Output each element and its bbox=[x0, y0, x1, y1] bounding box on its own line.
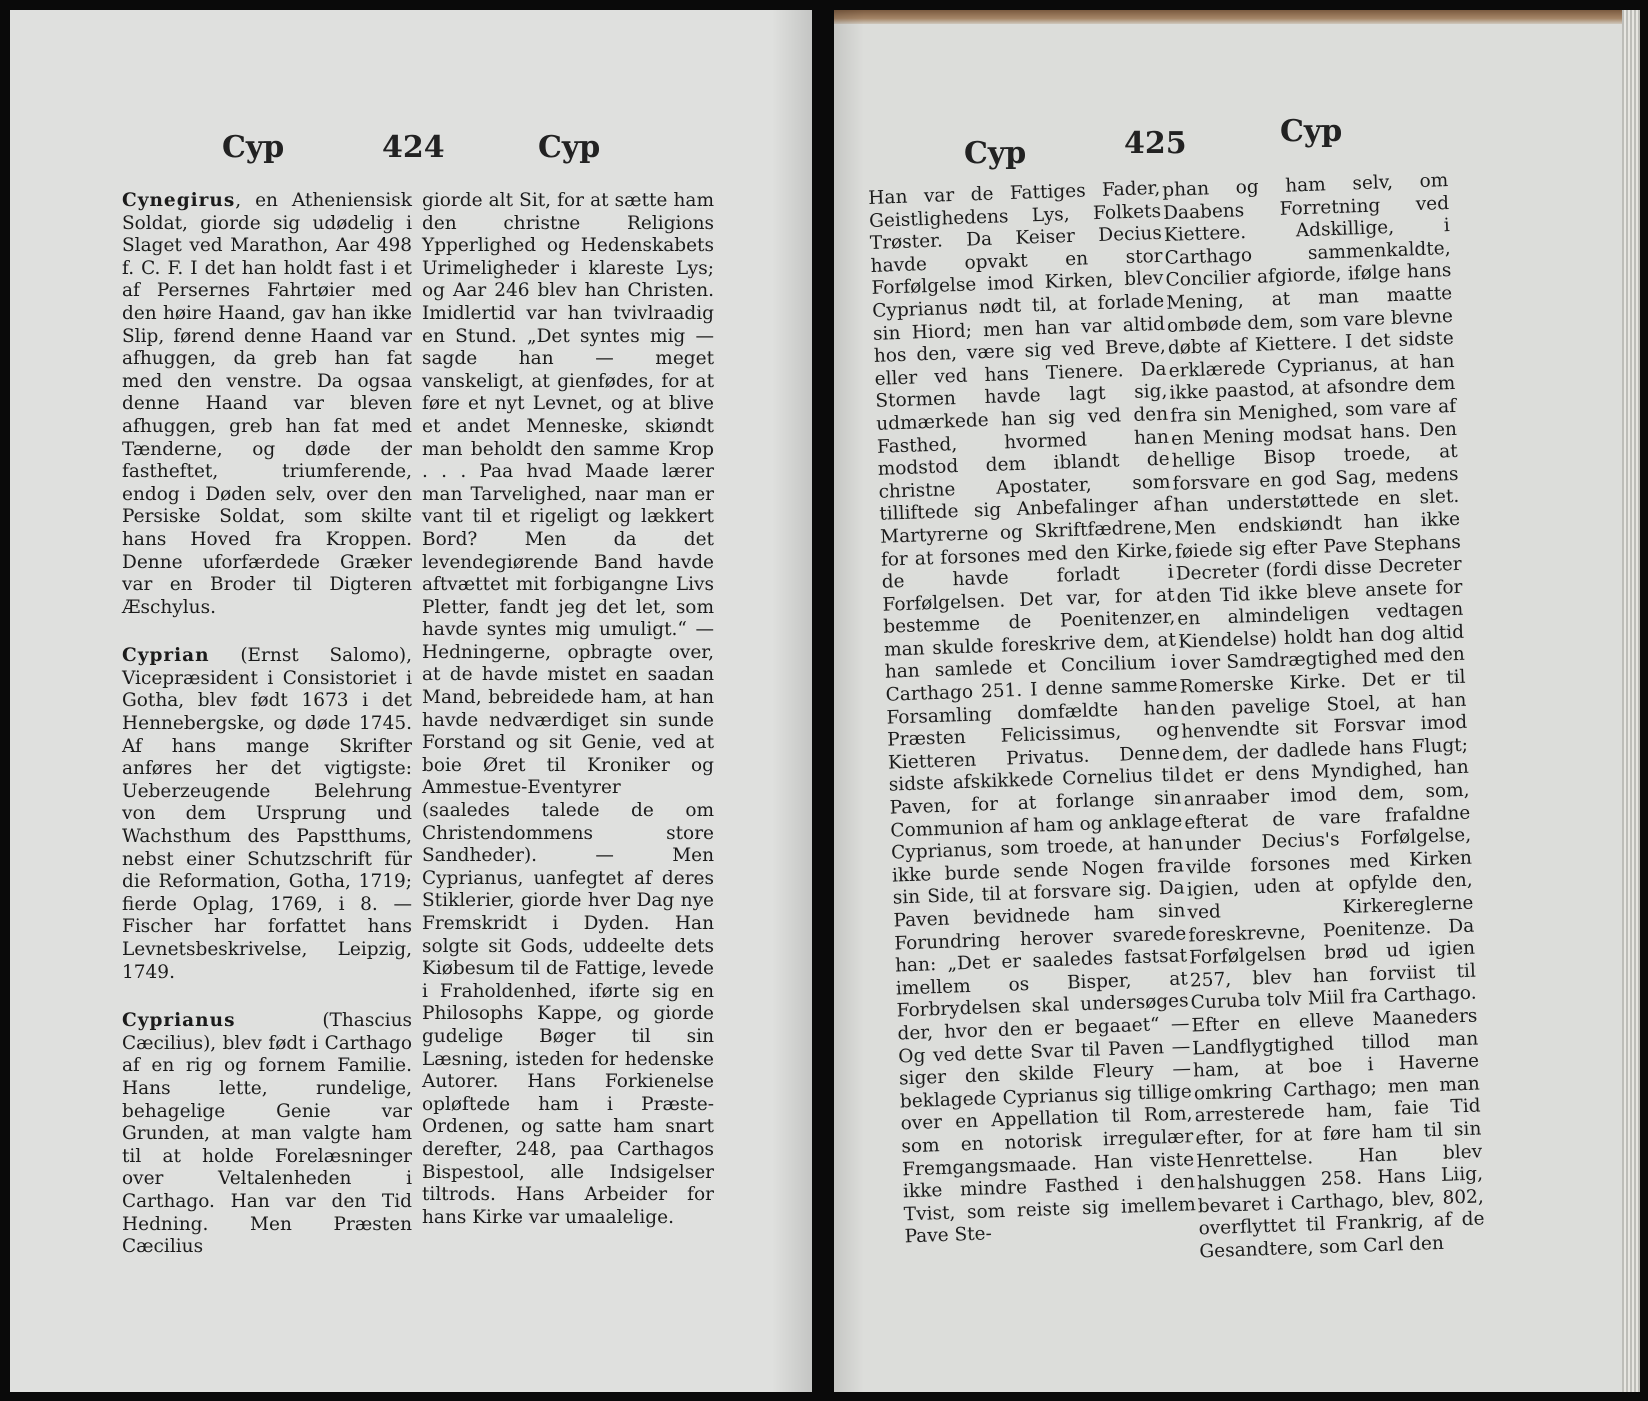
page-number: 424 bbox=[382, 130, 445, 165]
right-page-column-1 bbox=[868, 178, 1197, 1249]
book-top-edge bbox=[834, 10, 1640, 24]
page-edges bbox=[1622, 10, 1640, 1392]
right-page-column-2 bbox=[1162, 170, 1486, 1264]
entry-text: (Ernst Salomo), Vicepræsident i Consistoriet i Gotha, blev født 1673 i det Hennebergske, og døde 1745. Af hans mange Skrifter anføres her det vigtigste: Ueberzeugende Belehrung von dem Ursprung und Wachsthum des Papstthums, nebst einer Schutzschrift für die Reformation, Gotha, 1719; fierde Oplag, 1769, i 8. — Fischer har forfattet hans Levnetsbeskrivelse, Leipzig, 1749. bbox=[122, 645, 412, 983]
entry-heading: Cyprian bbox=[122, 645, 210, 667]
gutter-shadow bbox=[834, 10, 864, 1392]
running-head-right: Cyp bbox=[1280, 114, 1343, 149]
running-head-left: Cyp bbox=[964, 136, 1027, 171]
left-page-column-2 bbox=[422, 190, 714, 1229]
page-number: 425 bbox=[1124, 126, 1187, 161]
left-page-column-1 bbox=[122, 190, 412, 1259]
entry-cyprian bbox=[122, 645, 412, 984]
left-page bbox=[10, 10, 812, 1392]
running-head-left: Cyp bbox=[222, 130, 285, 165]
right-page bbox=[834, 10, 1640, 1392]
entry-heading: Cynegirus bbox=[122, 190, 236, 211]
column-text: Han var de Fattiges Fader, Geistlighedens Lys, Folkets Trøster. Da Keiser Decius havde opvakt en stor Forfølgelse imod Kirken, blev Cyprianus nødt til, at forlade sin Hiord; men han var altid hos den, være sig ved Breve, eller ved hans Tienere. Da Stormen havde lagt sig, udmærkede han sig ved den Fasthed, hvormed han modstod dem iblandt de christne Apostater, som tilliftede sig Anbefalinger af Martyrerne og Skriftfædrene, for at forsones med den Kirke, de havde forladt i Forfølgelsen. Det var, for at bestemme de Poenitenzer, man skulde foreskrive dem, at han samlede et Concilium i Carthago 251. I denne samme Forsamling domfældte han Præsten Felicissimus, og Kietteren Privatus. Denne sidste afskikkede Cornelius til Paven, for at forlange sin Communion af ham og anklage Cyprianus, som troede, at han ikke burde sende Nogen fra sin Side, til at forsvare sig. Da Paven bevidnede ham sin Forundring herover svarede han: „Det er saaledes fastsat imellem os Bisper, at Forbrydelsen skal undersøges der, hvor den er begaaet“ — Og ved dette Svar til Paven — siger den skilde Fleury — beklagede Cyprianus sig tillige over en Appellation til Rom, som en notorisk irregulær Fremgangsmaade. Han viste ikke mindre Fasthed i den Tvist, som reiste sig imellem Pave Ste- bbox=[868, 177, 1197, 1248]
column-text: phan og ham selv, om Daabens Forretning ved Kiettere. Adskillige, i Carthago sammenkaldte, Concilier afgiorde, ifølge hans Mening, at man maatte ombøde dem, som vare blevne døbte af Kiettere. I det sidste erklærede Cyprianus, at han ikke paastod, at afsondre dem fra sin Menighed, som vare af en Mening modsat hans. Den hellige Bisop troede, at forsvare en god Sag, medens han understøttede en slet. Men endskiøndt han ikke føiede sig efter Pave Stephans Decreter (fordi disse Decreter den Tid ikke bleve ansete for en almindeligen vedtagen Kiendelse) holdt han dog altid over Samdrægtighed med den Romerske Kirke. Det er til den pavelige Stoel, at han henvendte sit Forsvar imod dem, der dadlede hans Flugt; det er dens Myndighed, han anraaber imod dem, som, efterat de vare frafaldne under Decius's Forfølgelse, vilde forsones med Kirken igien, uden at opfylde den, ved Kirkereglerne foreskrevne, Poenitenze. Da Forfølgelsen brød ud igien 257, blev han forviist til Curuba tolv Miil fra Carthago. Efter en elleve Maaneders Landflygtighed tillod man ham, at boe i Haverne omkring Carthago; men man arresterede ham, faie Tid efter, for at føre ham til sin Henrettelse. Han blev halshuggen 258. Hans Liig, bevaret i Carthago, blev, 802, overflyttet til Frankrig, af de Gesandtere, som Carl den bbox=[1162, 170, 1485, 1263]
gutter-shadow bbox=[772, 10, 812, 1392]
entry-text: (Thascius Cæcilius), blev født i Carthago af en rig og fornem Familie. Hans lette, rundelige, behagelige Genie var Grunden, at man valgte ham til at holde Forelæsninger over Veltalenheden i Carthago. Han var den Tid Hedning. Men Præsten Cæcilius bbox=[122, 1010, 412, 1258]
column-text: giorde alt Sit, for at sætte ham den christne Religions Ypperlighed og Hedenskabets Urimeligheder i klareste Lys; og Aar 246 blev han Christen. Imidlertid var han tvivlraadig en Stund. „Det syntes mig — sagde han — meget vanskeligt, at gienfødes, for at føre et nyt Levnet, og at blive et andet Menneske, skiøndt man beholdt den samme Krop . . . Paa hvad Maade lærer man Tarvelighed, naar man er vant til et rigeligt og lækkert Bord? Men da det levendegiørende Band havde aftvættet mit forbigangne Livs Pletter, fandt jeg det let, som havde syntes mig umuligt.“ — Hedningerne, opbragte over, at de havde mistet en saadan Mand, bebreidede ham, at han havde nedværdiget sin sunde Forstand og sit Genie, ved at boie Øret til Kroniker og Ammestue-Eventyrer (saaledes talede de om Christendommens store Sandheder). — Men Cyprianus, uanfegtet af deres Stiklerier, giorde hver Dag nye Fremskridt i Dyden. Han solgte sit Gods, uddeelte dets Kiøbesum til de Fattige, levede i Fraholdenhed, iførte sig en Philosophs Kappe, og giorde gudelige Bøger til sin Læsning, isteden for hedenske Autorer. Hans Forkienelse opløftede ham i Præste-Ordenen, og satte ham snart derefter, 248, paa Carthagos Bispestool, alle Indsigelser tiltrods. Hans Arbeider for hans Kirke var umaalelige. bbox=[422, 190, 714, 1228]
entry-cynegirus bbox=[122, 190, 412, 619]
entry-text: , en Atheniensisk Soldat, giorde sig udødelig i Slaget ved Marathon, Aar 498 f. C. F. I det han holdt fast i et af Persernes Fahrtøier med den høire Haand, gav han ikke Slip, førend denne Haand var afhuggen, da greb han fat med den venstre. Da ogsaa denne Haand var bleven afhuggen, greb han fat med Tænderne, og døde der fastheftet, triumferende, endog i Døden selv, over den Persiske Soldat, som skilte hans Hoved fra Kroppen. Denne uforfærdede Græker var en Broder til Digteren Æschylus. bbox=[122, 190, 412, 618]
entry-cyprianus bbox=[122, 1010, 412, 1259]
running-head-right: Cyp bbox=[538, 130, 601, 165]
entry-heading: Cyprianus bbox=[122, 1010, 236, 1032]
